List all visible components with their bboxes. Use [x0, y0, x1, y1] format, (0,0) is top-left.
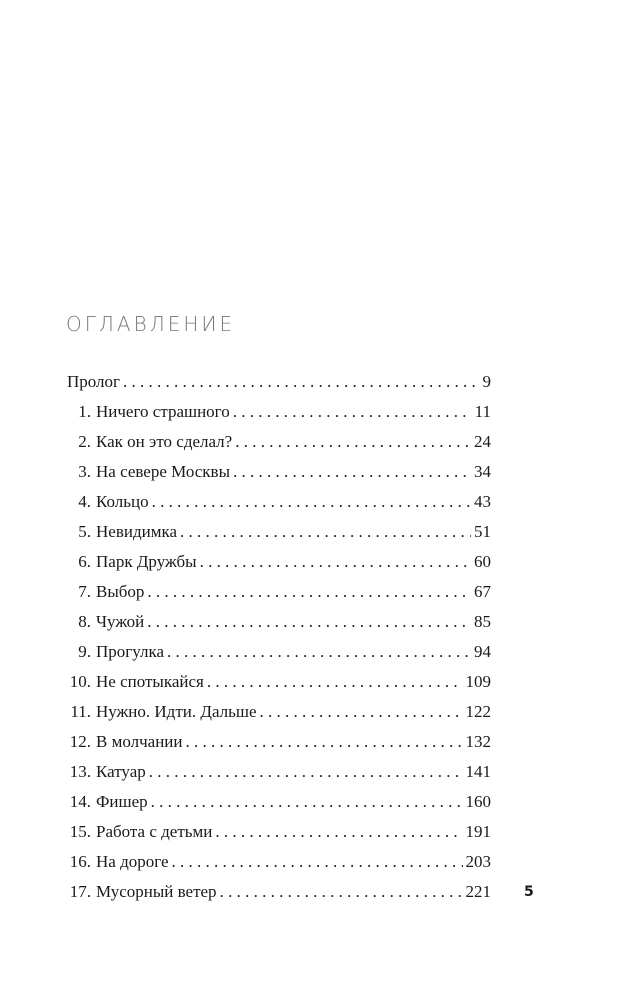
chapter-title: Кольцо [96, 492, 149, 511]
toc-entry [67, 880, 491, 910]
chapter-title: На дороге [96, 852, 169, 871]
chapter-page: 34 [474, 462, 491, 481]
chapter-number: 10. [69, 672, 91, 691]
toc-entry [67, 610, 491, 640]
chapter-number: 13. [69, 762, 91, 781]
chapter-title: Невидимка [96, 522, 177, 541]
toc-entry [67, 850, 491, 880]
toc-entry [67, 370, 491, 400]
toc-entry [67, 760, 491, 790]
chapter-page: 122 [465, 702, 491, 721]
chapter-page: 132 [465, 732, 491, 751]
dot-leader [233, 460, 471, 484]
toc-entry [67, 700, 491, 730]
chapter-title: Пролог [67, 372, 121, 391]
table-of-contents [67, 370, 491, 910]
page-number: 5 [524, 884, 534, 900]
dot-leader [220, 880, 463, 904]
chapter-page: 221 [465, 882, 491, 901]
chapter-page: 85 [474, 612, 491, 631]
dot-leader [235, 430, 471, 454]
chapter-page: 24 [474, 432, 491, 451]
toc-entry [67, 520, 491, 550]
toc-entry [67, 550, 491, 580]
chapter-title: Катуар [96, 762, 146, 781]
dot-leader [152, 490, 471, 514]
chapter-number: 17. [69, 882, 91, 901]
chapter-number: 14. [69, 792, 91, 811]
chapter-page: 51 [474, 522, 491, 541]
chapter-title: Прогулка [96, 642, 165, 661]
toc-entry [67, 430, 491, 460]
dot-leader [260, 700, 463, 724]
chapter-title: Как он это сделал? [96, 432, 233, 451]
chapter-number: 5. [78, 522, 91, 541]
chapter-title: В молчании [96, 732, 183, 751]
chapter-number: 8. [78, 612, 91, 631]
chapter-title: Нужно. Идти. Дальше [96, 702, 257, 721]
chapter-title: Чужой [96, 612, 145, 631]
toc-entry [67, 400, 491, 430]
chapter-page: 9 [482, 372, 491, 391]
chapter-title: Ничего страшного [96, 402, 230, 421]
chapter-number: 1. [78, 402, 91, 421]
chapter-number: 11. [70, 702, 91, 721]
chapter-page: 60 [474, 552, 491, 571]
chapter-page: 191 [465, 822, 491, 841]
dot-leader [147, 580, 471, 604]
toc-heading: ОГЛАВЛЕНИЕ [66, 312, 236, 336]
chapter-page: 43 [474, 492, 491, 511]
toc-entry [67, 820, 491, 850]
toc-entry [67, 730, 491, 760]
dot-leader [215, 820, 462, 844]
chapter-number: 6. [78, 552, 91, 571]
chapter-title: Парк Дружбы [96, 552, 197, 571]
toc-entry [67, 670, 491, 700]
toc-entry [67, 580, 491, 610]
chapter-title: Выбор [96, 582, 145, 601]
toc-entry [67, 490, 491, 520]
chapter-number: 9. [78, 642, 91, 661]
chapter-page: 203 [465, 852, 491, 871]
dot-leader [123, 370, 479, 394]
chapter-page: 141 [465, 762, 491, 781]
dot-leader [233, 400, 472, 424]
dot-leader [149, 760, 463, 784]
chapter-title: Мусорный ветер [96, 882, 217, 901]
chapter-page: 109 [465, 672, 491, 691]
dot-leader [151, 790, 463, 814]
dot-leader [186, 730, 463, 754]
chapter-page: 11 [474, 402, 491, 421]
chapter-number: 2. [78, 432, 91, 451]
chapter-number: 15. [69, 822, 91, 841]
chapter-number: 16. [69, 852, 91, 871]
dot-leader [172, 850, 463, 874]
toc-entry [67, 790, 491, 820]
chapter-page: 160 [465, 792, 491, 811]
chapter-number: 7. [78, 582, 91, 601]
dot-leader [180, 520, 471, 544]
dot-leader [200, 550, 471, 574]
chapter-number: 4. [78, 492, 91, 511]
toc-entry [67, 640, 491, 670]
chapter-title: Фишер [96, 792, 148, 811]
chapter-title: Не спотыкайся [96, 672, 204, 691]
toc-entry [67, 460, 491, 490]
dot-leader [147, 610, 471, 634]
chapter-number: 3. [78, 462, 91, 481]
chapter-title: Работа с детьми [96, 822, 213, 841]
chapter-page: 67 [474, 582, 491, 601]
chapter-title: На севере Москвы [96, 462, 231, 481]
dot-leader [167, 640, 471, 664]
dot-leader [207, 670, 463, 694]
chapter-page: 94 [474, 642, 491, 661]
chapter-number: 12. [69, 732, 91, 751]
